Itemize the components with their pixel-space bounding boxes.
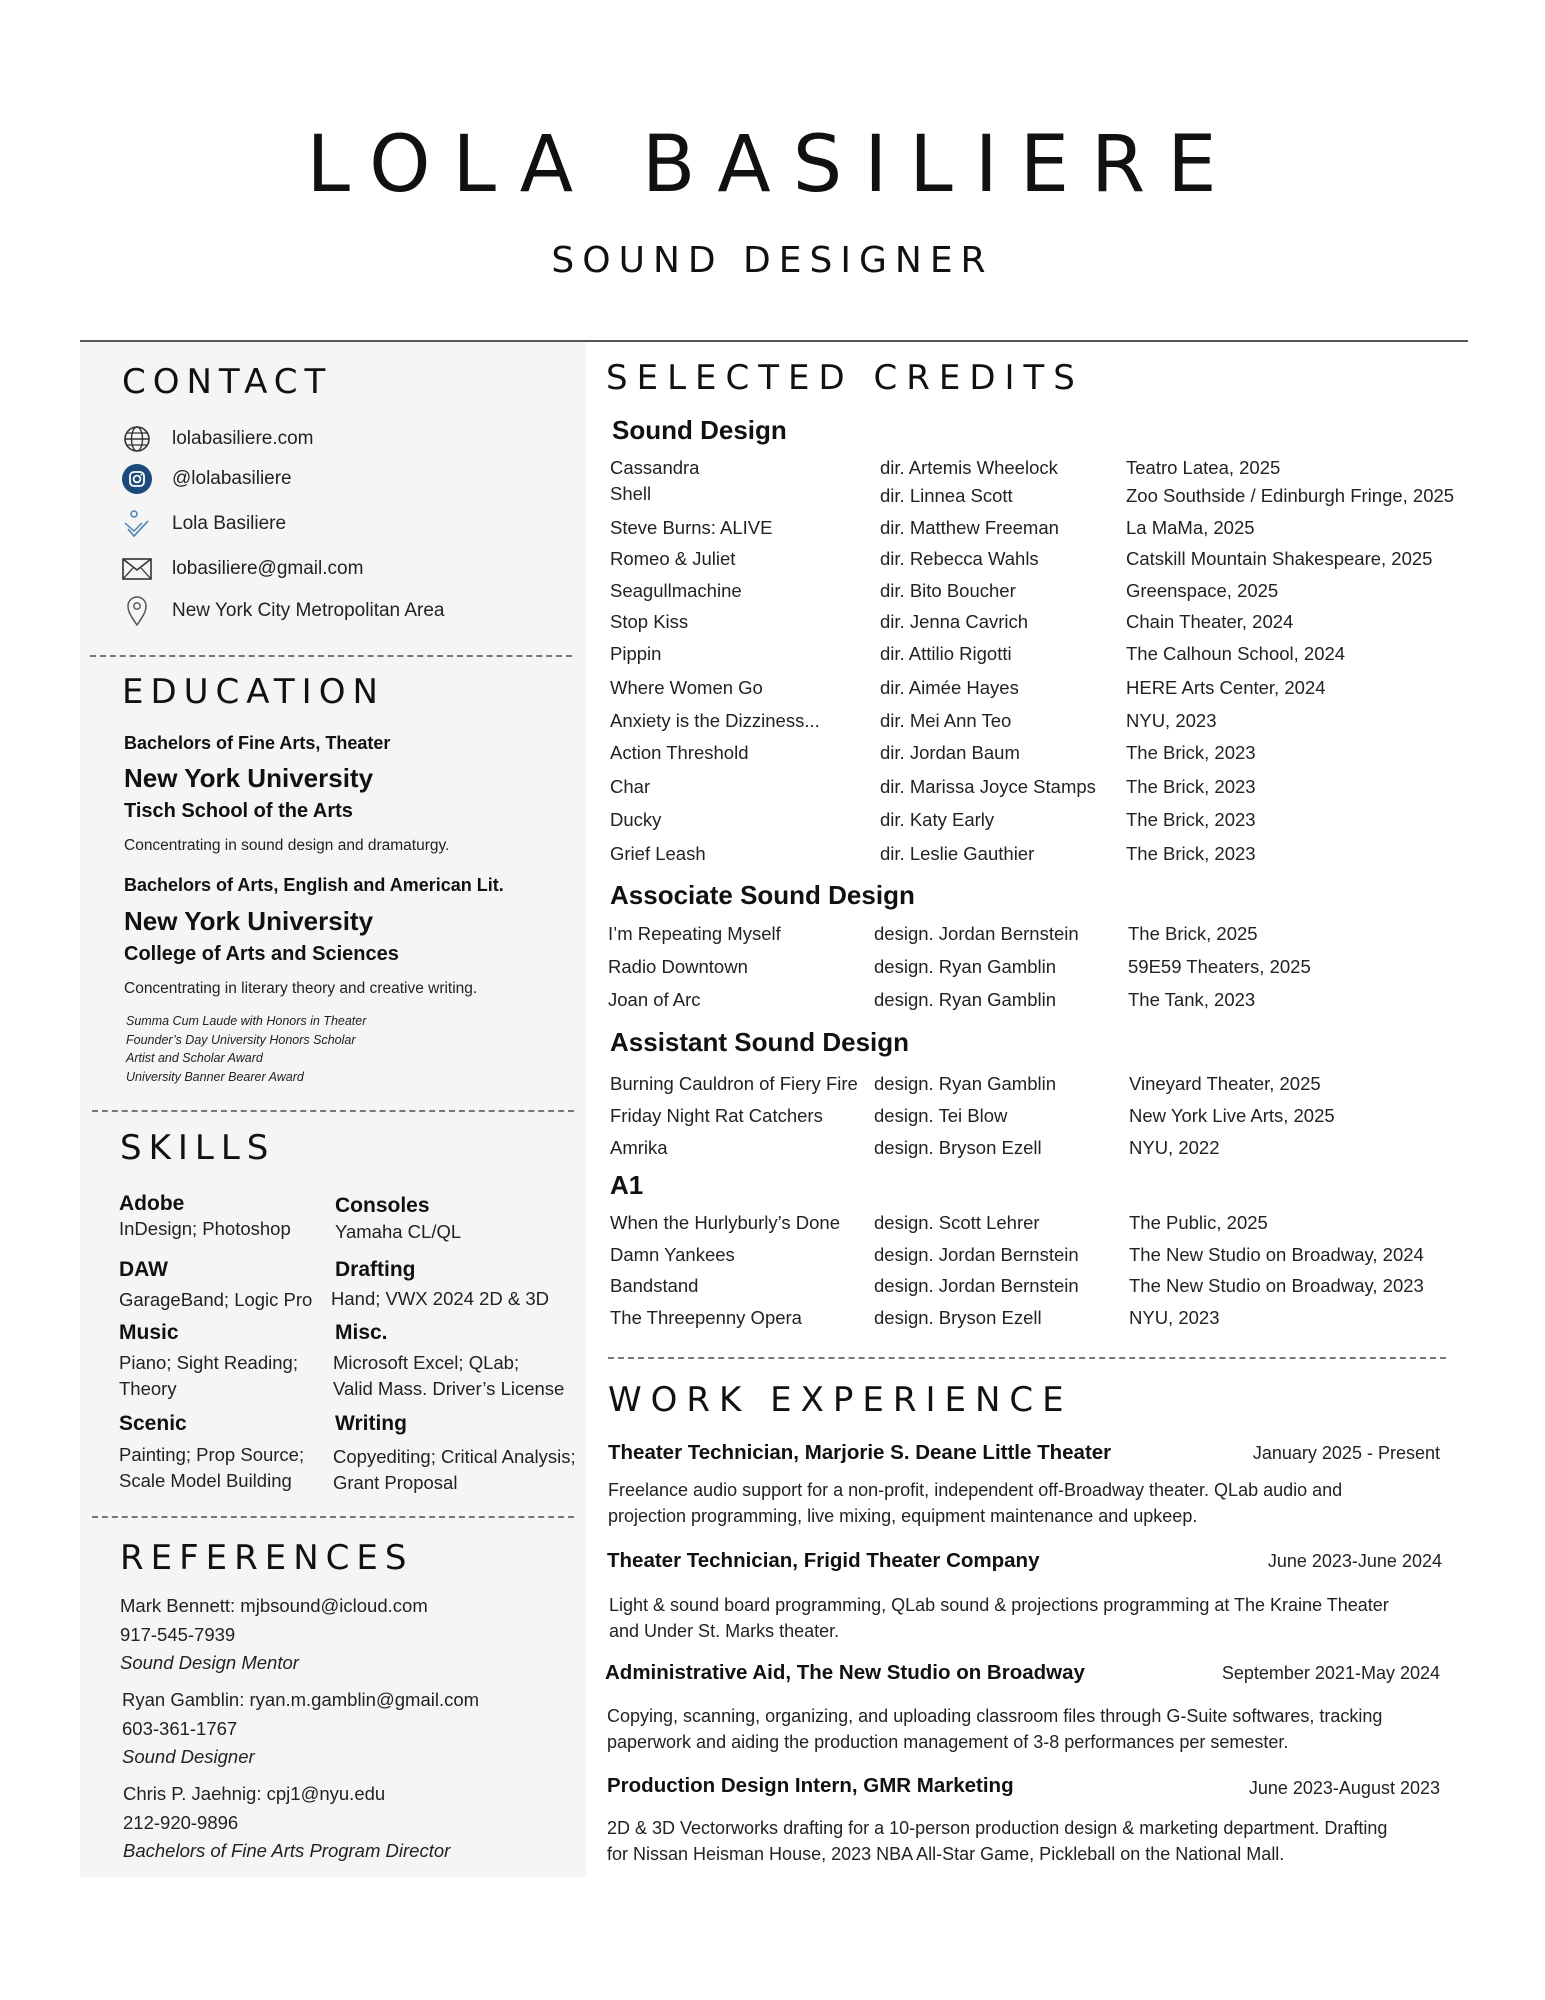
credit-director: dir. Marissa Joyce Stamps (880, 776, 1096, 797)
job-title: Theater Technician, Frigid Theater Company (607, 1549, 1040, 1572)
skill-line: Piano; Sight Reading; (119, 1352, 298, 1373)
contact-email[interactable] (122, 552, 363, 586)
credit-director: dir. Leslie Gauthier (880, 843, 1035, 864)
reference-phone: 603-361-1767 (122, 1717, 238, 1739)
credit-venue: Greenspace, 2025 (1126, 580, 1279, 601)
contact-text: lobasiliere@gmail.com (172, 558, 364, 579)
credit-production: Char (610, 776, 651, 797)
job-title: Theater Technician, Marjorie S. Deane Little Theater (608, 1441, 1112, 1464)
credit-production: Action Threshold (610, 742, 749, 763)
credit-production: Stop Kiss (610, 611, 689, 632)
contact-linkedin[interactable] (122, 507, 286, 541)
credit-director: design. Scott Lehrer (874, 1212, 1040, 1233)
credit-section-heading: Assistant Sound Design (610, 1027, 910, 1057)
credit-director: design. Ryan Gamblin (874, 956, 1057, 977)
degree: Bachelors of Fine Arts, Theater (124, 733, 391, 753)
job-line: projection programming, live mixing, equipment maintenance and upkeep. (608, 1506, 1198, 1526)
credit-venue: The Public, 2025 (1129, 1212, 1268, 1233)
skill-line: Grant Proposal (333, 1472, 458, 1493)
credit-director: design. Jordan Bernstein (874, 1244, 1079, 1265)
credit-venue: Chain Theater, 2024 (1126, 611, 1294, 632)
contact-title: CONTACT (122, 362, 333, 402)
credit-director: design. Tei Blow (874, 1105, 1008, 1126)
credit-production: Grief Leash (610, 843, 706, 864)
contact-text: Lola Basiliere (172, 513, 287, 534)
honor-item: Founder’s Day University Honors Scholar (126, 1032, 356, 1047)
credit-venue: Teatro Latea, 2025 (1126, 457, 1281, 478)
credit-director: design. Ryan Gamblin (874, 1073, 1057, 1094)
location-pin-icon (122, 596, 152, 626)
job-dates: September 2021-May 2024 (1221, 1663, 1440, 1683)
job-line: Light & sound board programming, QLab sound & projections programming at The Kraine Theater (609, 1595, 1389, 1615)
job-title: Administrative Aid, The New Studio on Broadway (605, 1661, 1085, 1684)
skills-divider (92, 1516, 574, 1518)
reference-role: Bachelors of Fine Arts Program Director (123, 1840, 451, 1861)
credit-director: dir. Matthew Freeman (880, 517, 1059, 538)
reference-contact: Chris P. Jaehnig: cpj1@nyu.edu (123, 1783, 386, 1804)
reference-contact: Mark Bennett: mjbsound@icloud.com (120, 1595, 428, 1616)
references-title: REFERENCES (120, 1538, 414, 1578)
credit-production: Seagullmachine (610, 580, 742, 601)
credit-venue: NYU, 2023 (1129, 1307, 1220, 1328)
credit-venue: The Brick, 2023 (1126, 843, 1256, 864)
credit-production: Anxiety is the Dizziness... (610, 710, 820, 731)
credit-venue: 59E59 Theaters, 2025 (1128, 956, 1311, 977)
credit-section-heading: A1 (610, 1170, 644, 1200)
credit-production: Ducky (610, 809, 662, 830)
education-title: EDUCATION (122, 672, 385, 712)
credit-director: design. Jordan Bernstein (874, 923, 1079, 944)
credit-venue: The New Studio on Broadway, 2023 (1129, 1275, 1424, 1296)
honors-list (126, 1012, 366, 1086)
reference-entry (122, 1686, 479, 1772)
job-line: Copying, scanning, organizing, and uploading classroom files through G-Suite softwares, tracking (607, 1706, 1383, 1726)
credit-venue: Catskill Mountain Shakespeare, 2025 (1126, 548, 1433, 569)
job-description (607, 1815, 1437, 1867)
credit-venue: The Calhoun School, 2024 (1126, 643, 1346, 664)
job-description (609, 1592, 1439, 1644)
credit-director: design. Jordan Bernstein (874, 1275, 1079, 1296)
skill-line: Microsoft Excel; QLab; (333, 1352, 520, 1373)
education-note: Concentrating in sound design and dramaturgy. (124, 837, 450, 854)
job-line: Freelance audio support for a non-profit, independent off-Broadway theater. QLab audio and (608, 1480, 1343, 1500)
credit-production: Joan of Arc (608, 989, 701, 1010)
globe-icon (122, 424, 152, 454)
skill-heading: Adobe (119, 1192, 185, 1215)
credit-director: dir. Rebecca Wahls (880, 548, 1039, 569)
skill-heading: Music (119, 1321, 179, 1344)
skill-heading: Consoles (335, 1194, 430, 1217)
contact-divider (90, 655, 572, 657)
job-title: Production Design Intern, GMR Marketing (607, 1774, 1014, 1797)
credit-director: dir. Katy Early (880, 809, 995, 830)
reference-entry (120, 1592, 428, 1678)
credit-venue: New York Live Arts, 2025 (1129, 1105, 1335, 1126)
credit-venue: La MaMa, 2025 (1126, 517, 1255, 538)
credit-production: I’m Repeating Myself (608, 923, 781, 944)
job-dates: June 2023-August 2023 (1248, 1778, 1440, 1798)
credit-venue: Zoo Southside / Edinburgh Fringe, 2025 (1126, 485, 1455, 506)
credit-production: When the Hurlyburly’s Done (610, 1212, 840, 1233)
skill-text: InDesign; Photoshop (119, 1218, 291, 1239)
honor-item: Artist and Scholar Award (126, 1051, 263, 1065)
credit-production: Romeo & Juliet (610, 548, 736, 569)
contact-text: @lolabasiliere (172, 468, 292, 489)
job-dates: January 2025 - Present (1252, 1443, 1440, 1463)
honor-item: University Banner Bearer Award (126, 1069, 304, 1084)
skill-text: GarageBand; Logic Pro (119, 1289, 313, 1310)
credit-production: Friday Night Rat Catchers (610, 1105, 823, 1126)
reference-contact: Ryan Gamblin: ryan.m.gamblin@gmail.com (122, 1689, 480, 1710)
credit-production: The Threepenny Opera (610, 1307, 802, 1328)
job-description (607, 1703, 1437, 1755)
credit-production: Burning Cauldron of Fiery Fire (610, 1073, 858, 1094)
skill-text (333, 1444, 576, 1496)
reference-entry (123, 1780, 450, 1866)
contact-text: New York City Metropolitan Area (172, 600, 445, 621)
credit-director: dir. Aimée Hayes (880, 677, 1019, 698)
credit-production: Bandstand (610, 1275, 699, 1296)
credit-venue: The Brick, 2023 (1126, 809, 1256, 830)
credit-venue: Vineyard Theater, 2025 (1129, 1073, 1321, 1094)
skill-line: Valid Mass. Driver’s License (333, 1378, 565, 1399)
resume-role: SOUND DESIGNER (551, 240, 994, 281)
job-line: for Nissan Heisman House, 2023 NBA All-Star Game, Pickleball on the National Mall. (607, 1844, 1285, 1864)
skill-heading: Writing (335, 1412, 407, 1435)
work-title: WORK EXPERIENCE (608, 1380, 1073, 1420)
job-dates: June 2023-June 2024 (1267, 1551, 1442, 1571)
skill-text (119, 1350, 298, 1402)
credit-production: Shell (610, 483, 652, 504)
credit-director: dir. Attilio Rigotti (880, 643, 1012, 664)
credit-section-heading: Associate Sound Design (610, 880, 915, 910)
instagram-icon (122, 464, 152, 494)
credit-venue: The Tank, 2023 (1128, 989, 1256, 1010)
skill-line: Scale Model Building (119, 1470, 292, 1491)
credit-director: dir. Artemis Wheelock (880, 457, 1058, 478)
credit-venue: The New Studio on Broadway, 2024 (1129, 1244, 1424, 1265)
education-divider (92, 1110, 574, 1112)
school: Tisch School of the Arts (124, 800, 353, 822)
credits-divider (608, 1357, 1446, 1359)
skill-text (333, 1350, 564, 1402)
credit-production: Radio Downtown (608, 956, 748, 977)
reference-role: Sound Design Mentor (120, 1652, 299, 1673)
reference-phone: 917-545-7939 (120, 1623, 236, 1645)
university: New York University (124, 906, 374, 936)
credits-title: SELECTED CREDITS (606, 358, 1084, 398)
credit-director: design. Bryson Ezell (874, 1307, 1042, 1328)
credit-director: dir. Jenna Cavrich (880, 611, 1029, 632)
credit-director: dir. Bito Boucher (880, 580, 1016, 601)
envelope-icon (122, 554, 152, 584)
credit-production: Amrika (610, 1137, 668, 1158)
credit-director: design. Ryan Gamblin (874, 989, 1057, 1010)
credit-production: Pippin (610, 643, 662, 664)
credit-director: dir. Jordan Baum (880, 742, 1020, 763)
resume-name: LOLA BASILIERE (306, 120, 1239, 210)
job-description (608, 1477, 1438, 1529)
credit-director: design. Bryson Ezell (874, 1137, 1042, 1158)
credit-production: Steve Burns: ALIVE (610, 517, 773, 538)
job-line: paperwork and aiding the production management of 3-8 performances per semester. (607, 1732, 1289, 1752)
skill-heading: Misc. (335, 1321, 388, 1344)
skill-heading: Drafting (335, 1258, 416, 1281)
school: College of Arts and Sciences (124, 943, 399, 965)
honor-item: Summa Cum Laude with Honors in Theater (126, 1014, 367, 1028)
credit-venue: The Brick, 2025 (1128, 923, 1258, 944)
contact-location (122, 594, 444, 628)
skill-line: Copyediting; Critical Analysis; (333, 1446, 576, 1467)
reference-phone: 212-920-9896 (123, 1811, 239, 1833)
credit-venue: NYU, 2023 (1126, 710, 1217, 731)
university: New York University (124, 763, 374, 793)
credit-section-heading: Sound Design (612, 415, 787, 445)
degree: Bachelors of Arts, English and American Lit. (124, 875, 504, 895)
skill-text: Yamaha CL/QL (335, 1221, 462, 1242)
contact-website[interactable] (122, 422, 314, 456)
credit-venue: The Brick, 2023 (1126, 776, 1256, 797)
credit-director: dir. Mei Ann Teo (880, 710, 1012, 731)
credit-venue: The Brick, 2023 (1126, 742, 1256, 763)
credit-production: Where Women Go (610, 677, 763, 698)
job-line: and Under St. Marks theater. (609, 1621, 840, 1641)
credit-director: dir. Linnea Scott (880, 485, 1013, 506)
contact-instagram[interactable] (122, 462, 292, 496)
skill-text (119, 1442, 304, 1494)
skill-line: Painting; Prop Source; (119, 1444, 305, 1465)
reference-role: Sound Designer (122, 1746, 255, 1767)
skill-line: Theory (119, 1378, 177, 1399)
skill-heading: DAW (119, 1258, 168, 1281)
education-note: Concentrating in literary theory and creative writing. (124, 980, 478, 997)
credit-venue: NYU, 2022 (1129, 1137, 1220, 1158)
job-line: 2D & 3D Vectorworks drafting for a 10-person production design & marketing department. Drafting (607, 1818, 1388, 1838)
skill-heading: Scenic (119, 1412, 187, 1435)
credit-production: Cassandra (610, 457, 700, 478)
linkedin-icon (122, 509, 152, 539)
skill-text: Hand; VWX 2024 2D & 3D (331, 1288, 549, 1309)
credit-production: Damn Yankees (610, 1244, 735, 1265)
contact-text: lolabasiliere.com (172, 428, 314, 449)
credit-venue: HERE Arts Center, 2024 (1126, 677, 1326, 698)
skills-title: SKILLS (120, 1128, 276, 1168)
